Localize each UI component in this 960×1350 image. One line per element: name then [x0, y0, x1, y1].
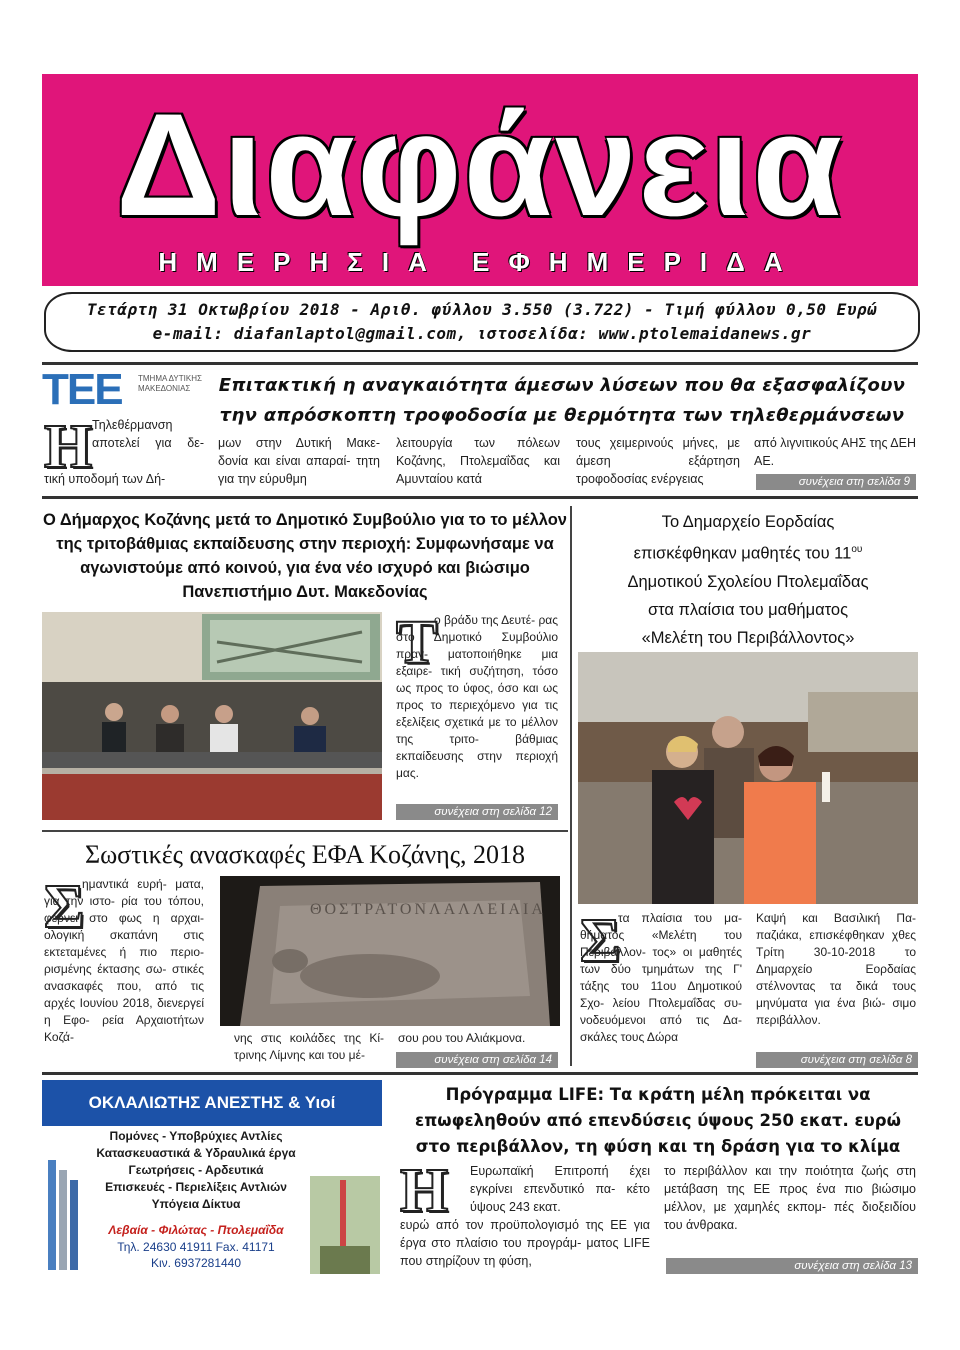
life-headline[interactable]: Πρόγραμμα LIFE: Τα κράτη μέλη πρόκειται να επωφεληθούν από επενδύσεις ύψους 250 εκατ. ευρώ στο περιβάλλον, τη φύση και τη δράση για το κλίμα: [415, 1085, 901, 1156]
ad-service-line: Κατασκευαστικά & Υδραυλικά έργα: [96, 1146, 296, 1160]
mayor-headline[interactable]: Ο Δήμαρχος Κοζάνης μετά το Δημοτικό Συμβούλιο για το το μέλλον της τριτοβάθμιας εκπαίδευσης στην περιοχή: Συμφωνήσαμε να αγωνιστούμε από κοινού, για ένα νέο ισχυρό και βιώσιμο Πανεπιστήμιο Δυτ. Μακεδονίας: [43, 511, 567, 601]
ad-mobile: Κιν. 6937281440: [150, 1256, 242, 1270]
council-meeting-photo: [42, 612, 382, 820]
tee-logo-sub: ΤΜΗΜΑ ΔΥΤΙΚΗΣ ΜΑΚΕΔΟΝΙΑΣ: [138, 374, 202, 393]
tee-col-4: τους χειμερινούς μήνες, με άμεση εξάρτηση τροφοδοσίας ενέργειας: [576, 436, 740, 486]
excavations-col-1: ημαντικά ευρή- ματα, για την ιστο- ρία του τόπου, φέρνει στο φως η αρχαι- ολογική σκαπάνη στις εκτεταμένες ή πιο περιο- ρισμένης έκτασης σω- στικές ανασκαφές που, από τις αρχές Ιουνίου 2018, διενεργεί η Εφο- ρεία Αρχαιοτήτων Κοζά-: [44, 877, 204, 1044]
issue-info-box: [44, 292, 920, 352]
tee-logo-text: ΤΕΕ: [42, 365, 122, 414]
ad-service-line: Πομόνες - Υποβρύχιες Αντλίες: [109, 1129, 283, 1143]
tee-continued-link[interactable]: συνέχεια στη σελίδα 9: [756, 474, 916, 490]
ad-service-line: Υπόγεια Δίκτυα: [151, 1197, 241, 1211]
newspaper-title: Διαφάνεια: [115, 83, 845, 246]
mayor-continued-link[interactable]: συνέχεια στη σελίδα 12: [396, 804, 558, 820]
life-col-2: το περιβάλλον και την ποιότητα ζωής στη μετάβαση της ΕΕ προς ένα πιο βιώσιμο μέλλον, με χαμηλές εκπομ- πές διοξειδίου του άνθρακα.: [664, 1164, 916, 1232]
svg-text:ΘΟΣΤΡΑΤΟΝΛΑΛΛΕΙΑΙΑ: ΘΟΣΤΡΑΤΟΝΛΑΛΛΕΙΑΙΑ: [310, 901, 546, 918]
excavations-dropcap: Σ: [44, 873, 85, 941]
tee-col-1a: Τηλεθέρμανση αποτελεί για δε-: [92, 418, 204, 450]
divider: [42, 830, 568, 832]
masthead: [42, 74, 918, 286]
ad-phone: Τηλ. 24630 41911 Fax. 41171: [117, 1240, 275, 1254]
divider: [42, 1072, 918, 1075]
ad-services: [82, 1128, 310, 1213]
life-col-1b: ευρώ από τον προϋπολογισμό της ΕΕ για έργα στο πλαίσιο του προγράμ- ματος LIFE που στηρίζουν τη φύση,: [400, 1218, 650, 1268]
ad-service-line: Γεωτρήσεις - Αρδευτικά: [128, 1163, 264, 1177]
life-col-1a: Ευρωπαϊκή Επιτροπή έχει εγκρίνει επενδυτικό πα- κέτο ύψους 243 εκατ.: [470, 1164, 650, 1214]
tee-dropcap: Η: [44, 413, 93, 481]
tee-headline-2[interactable]: την απρόσκοπτη τροφοδοσία με θερμότητα των τηλεθερμάνσεων: [219, 405, 905, 426]
divider: [42, 362, 918, 365]
tee-logo: [42, 365, 202, 414]
ad-locations: Λεβαία - Φιλώτας - Πτολεμαΐδα: [108, 1223, 284, 1237]
tee-col-2: μων στην Δυτική Μακε- δονία και είναι απαραί- τητη για την εύρυθμη: [218, 436, 380, 486]
mayor-dropcap: Τ: [396, 609, 438, 677]
eordaia-headline-line-4: στα πλαίσια του μαθήματος: [647, 600, 849, 619]
excavations-col-3: σου ρου του Αλιάκμονα.: [398, 1031, 526, 1045]
ad-service-line: Επισκευές - Περιελίξεις Αντλιών: [105, 1180, 287, 1194]
tee-col-5: από λιγνιτικούς ΑΗΣ της ΔΕΗ ΑΕ.: [754, 436, 916, 468]
tee-headline-1[interactable]: Επιτακτική η αναγκαιότητα άμεσων λύσεων που θα εξασφαλίζουν: [218, 375, 906, 396]
divider: [42, 496, 918, 499]
tee-col-1b: τική υποδομή των Δή-: [44, 472, 166, 486]
column-separator: [570, 506, 572, 1066]
advertisement[interactable]: [42, 1080, 382, 1276]
newspaper-subtitle: ΗΜΕΡΗΣΙΑ ΕΦΗΜΕΡΙΔΑ: [158, 247, 802, 277]
life-continued-link[interactable]: συνέχεια στη σελίδα 13: [666, 1258, 918, 1274]
drilling-rig-illustration: [310, 1176, 380, 1274]
eordaia-dropcap: Σ: [580, 907, 621, 975]
eordaia-headline-line-1: Το Δημαρχείο Εορδαίας: [661, 513, 835, 531]
excavations-col-2: νης στις κοιλάδες της Κί- τρινης Λίμνης και του μέ-: [234, 1031, 384, 1062]
eordaia-headline-line-5: «Μελέτη του Περιβάλλοντος»: [641, 628, 855, 647]
contact-line[interactable]: e-mail: diafanlaptol@gmail.com, ιστοσελίδα: www.ptolemaidanews.gr: [152, 324, 812, 343]
mayor-body: ο βράδυ της Δευτέ- ρας στο Δημοτικό Συμβούλιο πραγ- ματοποιήθηκε μια εξαιρε- τική συζήτηση, τόσο ως προς το ύφος, όσο και ως προς το περιεχόμενο για τις εξελίξεις σχετικά με το μέλλον της τριτο- βάθμιας εκπαίδευσης στην περιοχή μας.: [396, 613, 558, 780]
life-dropcap: Η: [400, 1157, 449, 1225]
excavations-continued-link[interactable]: συνέχεια στη σελίδα 14: [396, 1052, 558, 1068]
eordaia-headline-line-2: επισκέφθηκαν μαθητές του $11^{o\upsilon}$: [633, 544, 863, 563]
students-town-hall-photo: [578, 652, 918, 904]
eordaia-continued-link[interactable]: συνέχεια στη σελίδα 8: [756, 1052, 918, 1068]
tee-col-3: λειτουργία των πόλεων Κοζάνης, Πτολεμαΐδας και Αμυνταίου κατά: [396, 436, 560, 486]
issue-date-line: Τετάρτη 31 Οκτωβρίου 2018 - Αριθ. φύλλου 3.550 (3.722) - Τιμή φύλλου 0,50 Ευρώ: [86, 300, 878, 319]
eordaia-col-1: τα πλαίσια του μα- θήματος «Μελέτη του Περιβάλλον- τος» οι μαθητές των δύο τμημάτων της Γ' τάξης του 11ου Δημοτικού Σχο- λείου Πτολεμαΐδας συ- νοδευόμενοι από τις Δα- σκάλες τους Δώρα: [580, 911, 742, 1044]
inscription-stone-photo: [220, 876, 560, 1026]
pump-illustration: [46, 1160, 82, 1270]
eordaia-headline-line-3: Δημοτικού Σχολείου Πτολεμαΐδας: [627, 572, 869, 591]
eordaia-headline[interactable]: [578, 508, 918, 652]
eordaia-col-2: Καψή και Βασιλική Πα- παζιάκα, επισκέφθηκαν χθες Τρίτη 30-10-2018 το Δημαρχείο Εορδαίας στέλνοντας τα δικά τους μηνύματα για ένα βιώ- σιμο περιβάλλον.: [756, 911, 916, 1027]
excavations-headline[interactable]: Σωστικές ανασκαφές ΕΦΑ Κοζάνης, 2018: [84, 840, 526, 869]
ad-company-name: ΟΚΛΑΛΙΩΤΗΣ ΑΝΕΣΤΗΣ & Υιοί: [88, 1093, 336, 1112]
